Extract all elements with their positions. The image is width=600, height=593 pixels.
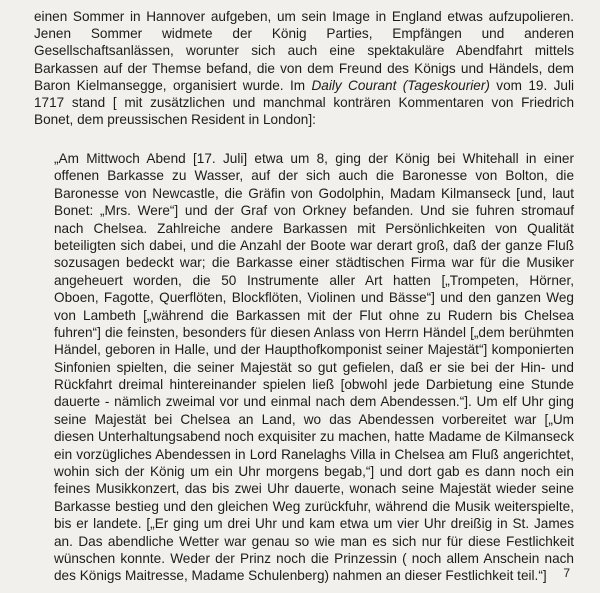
quote-line: angeheuert worden, die 50 Instrumente aller Art hatten [„Trompeten, Hörner,	[54, 272, 574, 288]
intro-line-5-head: Baron Kielmansegge, organisiert wurde. Im	[34, 77, 312, 93]
quote-line: bis er landete. [„Er ging um drei Uhr und kam etwa um vier Uhr dreißig in St. James	[54, 516, 574, 532]
quote-line: an. Das abendliche Wetter war genau so wie man es sich nur für diese Festlichkeit	[54, 533, 574, 549]
quote-line: wohin sich der König um ein Uhr morgens begab,“] und dort gab es dann noch ein	[54, 464, 574, 480]
quote-line: von Lambeth [„während die Barkassen mit der Flut ohne zu Rudern bis Chelsea	[54, 307, 574, 323]
intro-line-6: 1717 stand [ mit zusätzlichen und manchmal konträren Kommentaren von Friedrich	[34, 94, 574, 110]
quote-line: wünschen konnte. Weder der Prinz noch die Prinzessin ( noch allem Anschein nach	[54, 550, 574, 566]
page-number: 7	[563, 566, 570, 580]
quote-line: dauerte - nämlich zweimal vor und einmal nach dem Abendessen.“]. Um elf Uhr ging	[54, 394, 574, 410]
quote-line: ein vorzügliches Abendessen in Lord Ranelaghs Villa in Chelsea am Fluß angerichtet,	[54, 446, 574, 462]
quote-line: beteiligten sich dabei, und die Anzahl der Boote war derart groß, daß der ganze Fluß	[54, 237, 574, 253]
quote-line: Bonet: „Mrs. Were“] und der Graf von Orkney befanden. Und sie fuhren stromauf	[54, 203, 574, 219]
quote-line: fuhren“] die feinsten, besonders für diesen Anlass von Herrn Händel [„dem berühmten	[54, 324, 574, 340]
quote-line: Sinfonien spielten, die seiner Majestät so gut gefielen, daß er sie bei der Hin- und	[54, 359, 574, 375]
quote-line: „Am Mittwoch Abend [17. Juli] etwa um 8, ging der König bei Whitehall in einer	[54, 151, 574, 166]
intro-line-5-tail: vom 19. Juli	[489, 77, 574, 93]
quote-line: des Königs Maitresse, Madame Schulenberg) nahmen an dieser Festlichkeit teil.“]	[54, 568, 547, 584]
quote-line: sozusagen bedeckt war; die Barkasse einer städtischen Firma war für die Musiker	[54, 255, 574, 271]
quote-line: offenen Barkasse zu Wasser, auf der sich auch die Baronesse von Bolton, die	[54, 168, 574, 184]
quote-line: nach Chelsea. Zahlreiche andere Barkassen mit Persönlichkeiten von Qualität	[54, 220, 574, 236]
intro-line-7: Bonet, dem preussischen Resident in London]:	[34, 112, 316, 128]
quote-line: Händel, geboren in Halle, und der Haupthofkomponist seiner Majestät“] komponierten	[54, 342, 574, 358]
newspaper-title: Daily Courant (Tageskourier)	[311, 77, 490, 93]
quote-line: Oboen, Fagotte, Querflöten, Blockflöten, Violinen und Bässe“] und den ganzen Weg	[54, 290, 574, 306]
quote-line: Baronesse von Newcastle, die Gräfin von Godolphin, Madam Kilmanseck [und, laut	[54, 185, 574, 201]
quote-line: diesen Unterhaltungsabend noch exquisiter zu machen, hatte Madame de Kilmanseck	[54, 429, 574, 445]
intro-line-1: einen Sommer in Hannover aufgeben, um sein Image in England etwas aufzupolieren.	[34, 9, 574, 24]
quote-paragraph	[54, 150, 574, 585]
quote-line: feines Musikkonzert, das bis zwei Uhr dauerte, wonach seine Majestät wieder seine	[54, 481, 574, 497]
quote-line: Barkasse bestieg und den gleichen Weg zurückfuhr, während die Musik weiterspielte,	[54, 498, 574, 514]
intro-line-3: Gesellschaftsanlässen, worunter sich auch eine spektakuläre Abendfahrt mittels	[34, 43, 574, 59]
intro-line-5	[34, 77, 574, 94]
intro-line-2: Jenen Sommer widmete der König Parties, Empfängen und anderen	[34, 26, 574, 42]
intro-line-4: Barkassen auf der Themse befand, die von dem Freund des Königs und Händels, dem	[34, 60, 574, 76]
quote-line: seine Majestät bei Chelsea an Land, wo das Abendessen vorbereitet war [„Um	[54, 411, 574, 427]
intro-paragraph	[34, 8, 574, 128]
quote-line: Rückfahrt dreimal hintereinander spielen ließ [obwohl jede Darbietung eine Stunde	[54, 377, 574, 393]
